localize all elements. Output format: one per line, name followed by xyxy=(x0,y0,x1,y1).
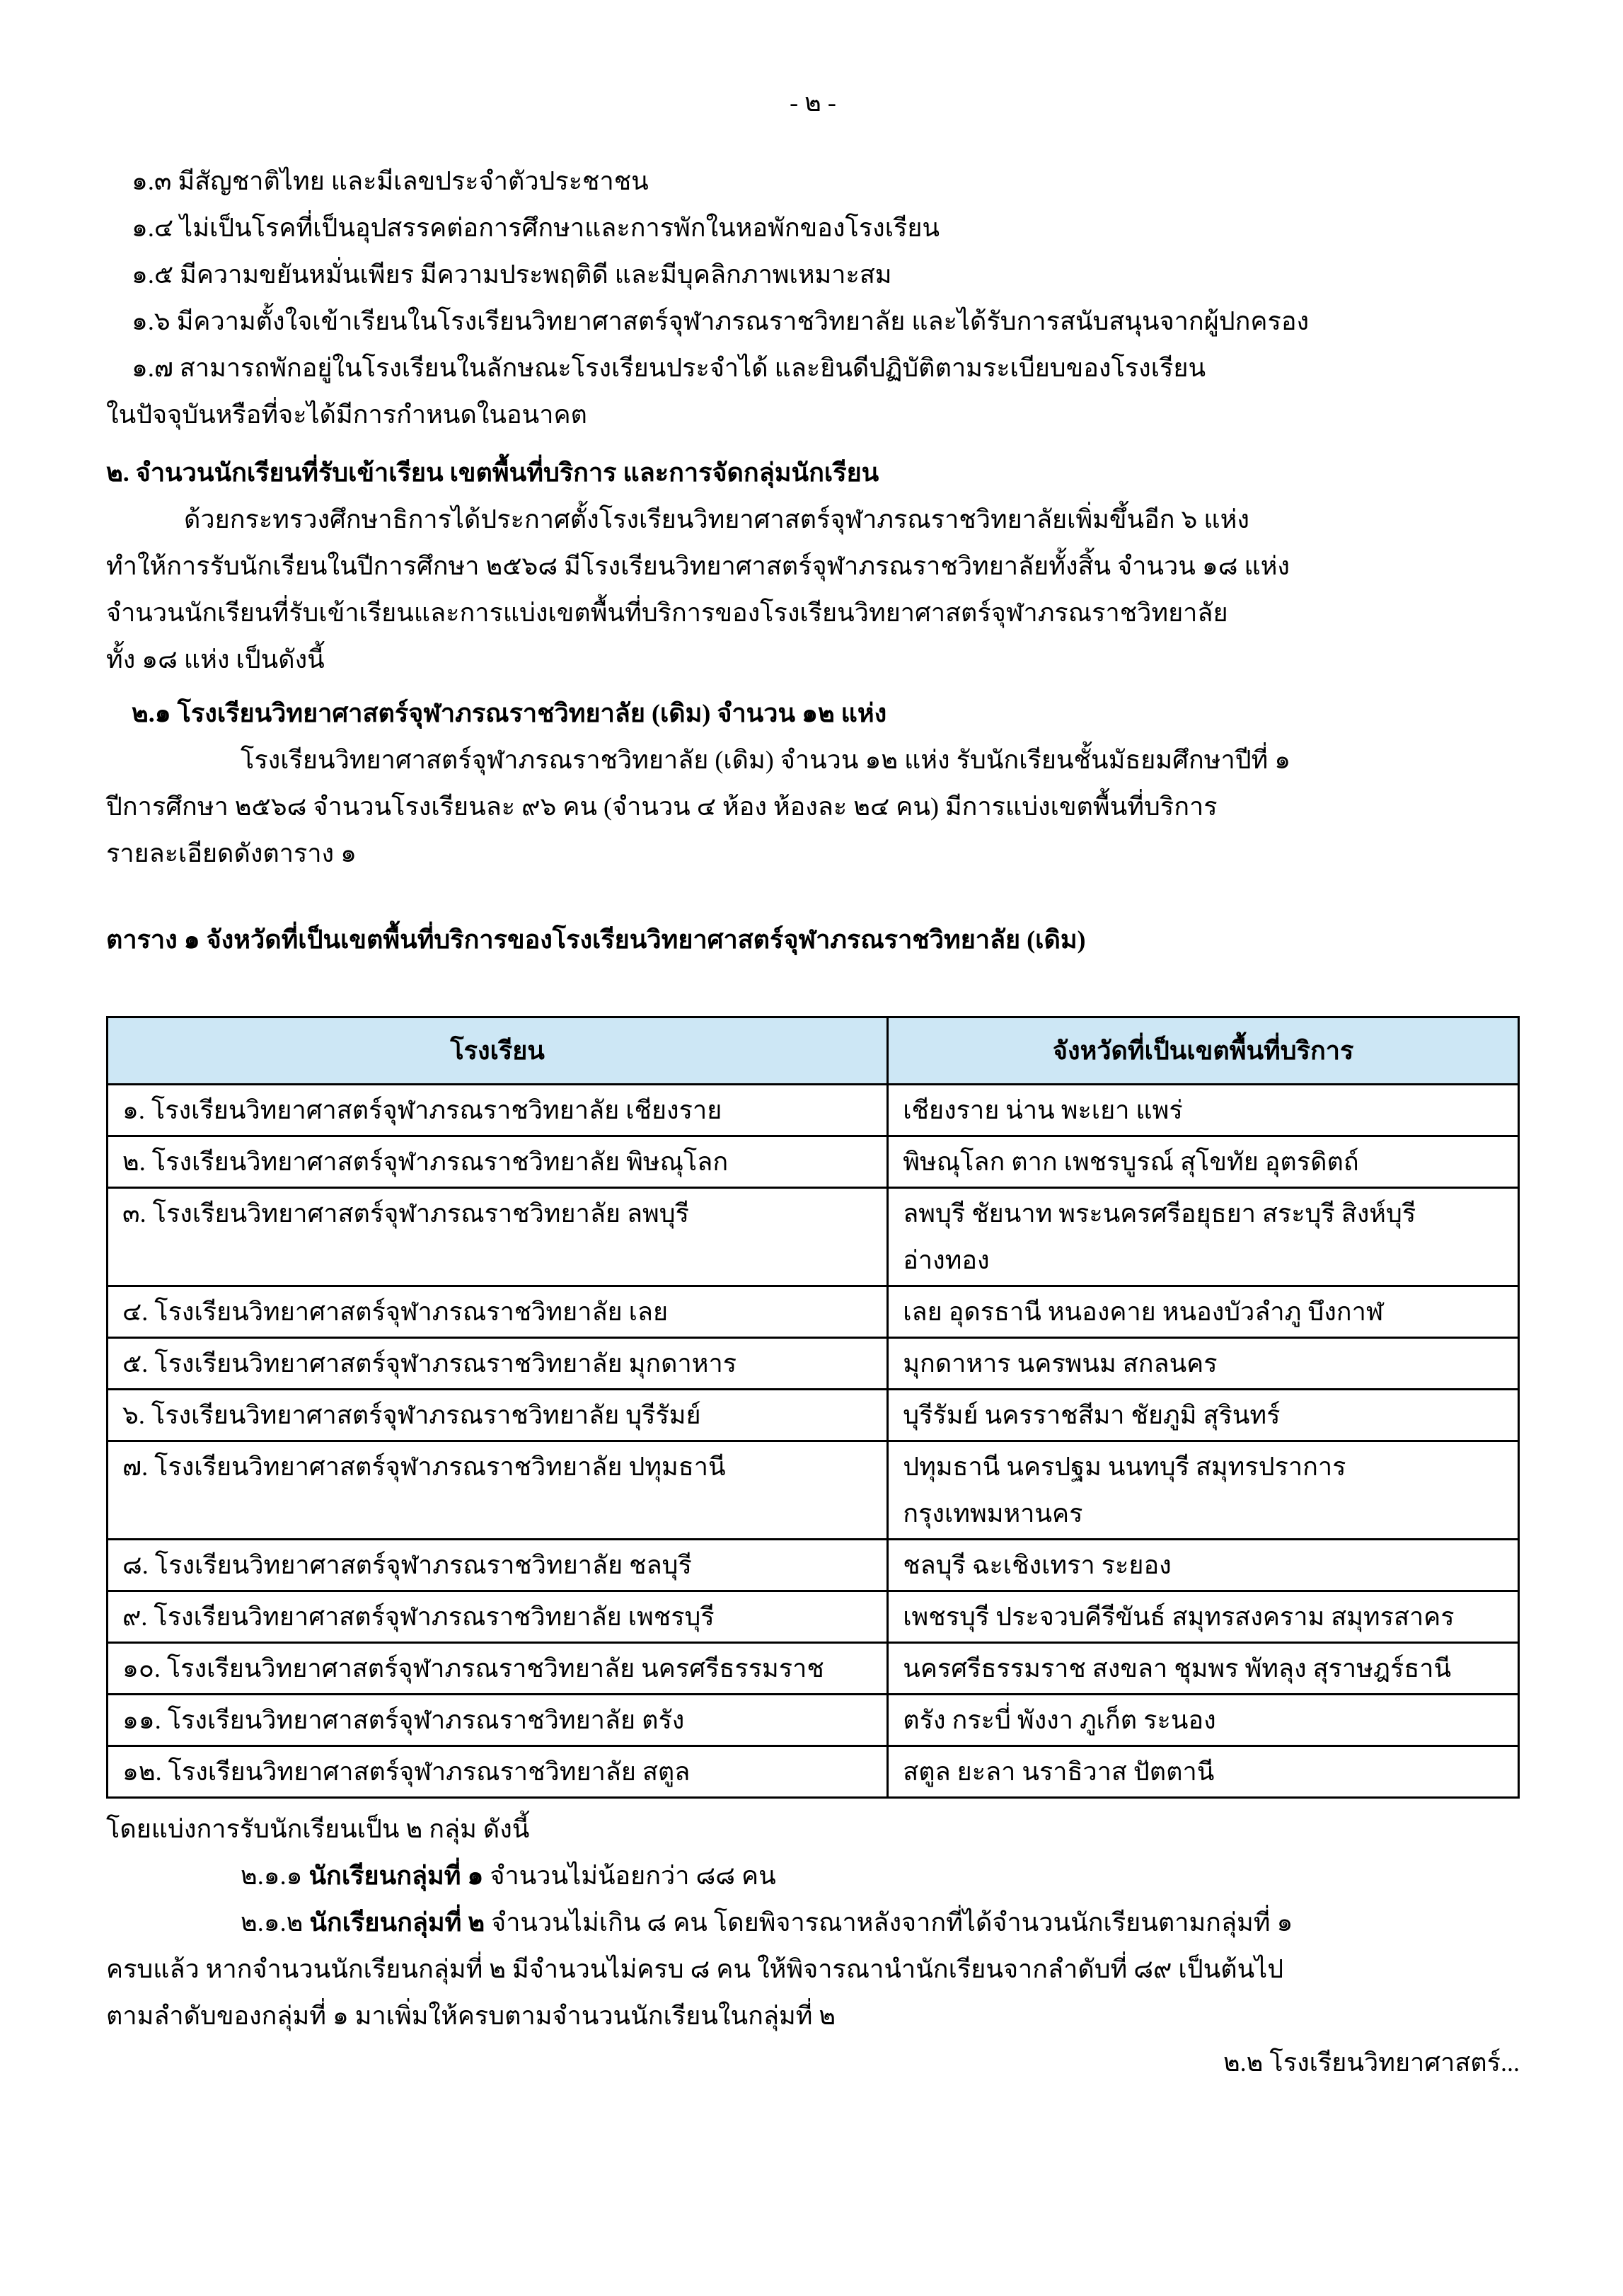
group-item-number: ๒.๑.๒ xyxy=(241,1908,310,1937)
table-1-caption: ตาราง ๑ จังหวัดที่เป็นเขตพื้นที่บริการของโรงเรียนวิทยาศาสตร์จุฬาภรณราชวิทยาลัย (เดิม) xyxy=(106,925,1086,954)
item-number: ๑.๓ xyxy=(132,167,172,195)
table-row xyxy=(108,1540,1519,1591)
provinces-cell: ตรัง กระบี่ พังงา ภูเก็ต ระนอง xyxy=(888,1695,1519,1746)
column-header-provinces: จังหวัดที่เป็นเขตพื้นที่บริการ xyxy=(888,1017,1519,1085)
group-item-label: นักเรียนกลุ่มที่ ๑ xyxy=(308,1862,484,1890)
list-item-1-3 xyxy=(106,158,1520,204)
item-text: สามารถพักอยู่ในโรงเรียนในลักษณะโรงเรียนประจำได้ และยินดีปฏิบัติตามระเบียบของโรงเรียน xyxy=(179,354,1206,382)
group-item-label: นักเรียนกลุ่มที่ ๒ xyxy=(309,1908,485,1937)
list-item-1-5 xyxy=(106,251,1520,298)
item-number: ๑.๗ xyxy=(132,354,173,382)
section-2-paragraph-line-2: ทำให้การรับนักเรียนในปีการศึกษา ๒๕๖๘ มีโรงเรียนวิทยาศาสตร์จุฬาภรณราชวิทยาลัยทั้งสิ้น จำนวน ๑๘ แห่ง xyxy=(106,552,1290,580)
table-row xyxy=(108,1643,1519,1695)
school-cell: ๑๐. โรงเรียนวิทยาศาสตร์จุฬาภรณราชวิทยาลัย นครศรีธรรมราช xyxy=(108,1643,888,1695)
school-cell: ๒. โรงเรียนวิทยาศาสตร์จุฬาภรณราชวิทยาลัย พิษณุโลก xyxy=(108,1136,888,1188)
provinces-cell: พิษณุโลก ตาก เพชรบูรณ์ สุโขทัย อุตรดิตถ์ xyxy=(888,1136,1519,1188)
service-area-table xyxy=(106,1016,1520,1799)
table-row xyxy=(108,1338,1519,1390)
section-2-1-paragraph-line-1: โรงเรียนวิทยาศาสตร์จุฬาภรณราชวิทยาลัย (เดิม) จำนวน ๑๒ แห่ง รับนักเรียนชั้นมัธยมศึกษาปีที่ ๑ xyxy=(241,746,1291,774)
section-2-paragraph-line-1: ด้วยกระทรวงศึกษาธิการได้ประกาศตั้งโรงเรียนวิทยาศาสตร์จุฬาภรณราชวิทยาลัยเพิ่มขึ้นอีก ๖ แห่ง xyxy=(184,505,1249,533)
item-text: มีความตั้งใจเข้าเรียนในโรงเรียนวิทยาศาสตร์จุฬาภรณราชวิทยาลัย และได้รับการสนับสนุนจากผู้ปกครอง xyxy=(176,307,1310,335)
provinces-cell: ชลบุรี ฉะเชิงเทรา ระยอง xyxy=(888,1540,1519,1591)
section-2-1-heading: ๒.๑ โรงเรียนวิทยาศาสตร์จุฬาภรณราชวิทยาลัย (เดิม) จำนวน ๑๒ แห่ง xyxy=(132,699,887,727)
grouping-item-2-1-2-continuation-1: ครบแล้ว หากจำนวนนักเรียนกลุ่มที่ ๒ มีจำนวนไม่ครบ ๘ คน ให้พิจารณานำนักเรียนจากลำดับที่ ๘๙ เป็นต้นไป xyxy=(106,1955,1284,1983)
provinces-cell: สตูล ยะลา นราธิวาส ปัตตานี xyxy=(888,1746,1519,1798)
school-cell: ๔. โรงเรียนวิทยาศาสตร์จุฬาภรณราชวิทยาลัย เลย xyxy=(108,1286,888,1338)
school-cell: ๕. โรงเรียนวิทยาศาสตร์จุฬาภรณราชวิทยาลัย มุกดาหาร xyxy=(108,1338,888,1390)
page-number: - ๒ - xyxy=(790,88,836,117)
school-cell: ๓. โรงเรียนวิทยาศาสตร์จุฬาภรณราชวิทยาลัย ลพบุรี xyxy=(108,1188,888,1286)
column-header-school: โรงเรียน xyxy=(108,1017,888,1085)
table-row xyxy=(108,1085,1519,1136)
school-cell: ๘. โรงเรียนวิทยาศาสตร์จุฬาภรณราชวิทยาลัย ชลบุรี xyxy=(108,1540,888,1591)
item-number: ๑.๖ xyxy=(132,307,171,335)
grouping-item-2-1-2 xyxy=(106,1899,1520,1946)
grouping-item-2-1-2-continuation-2: ตามลำดับของกลุ่มที่ ๑ มาเพิ่มให้ครบตามจำนวนนักเรียนในกลุ่มที่ ๒ xyxy=(106,2002,836,2030)
section-2-heading: ๒. จำนวนนักเรียนที่รับเข้าเรียน เขตพื้นที่บริการ และการจัดกลุ่มนักเรียน xyxy=(106,458,879,487)
school-cell: ๑. โรงเรียนวิทยาศาสตร์จุฬาภรณราชวิทยาลัย เชียงราย xyxy=(108,1085,888,1136)
item-text: มีสัญชาติไทย และมีเลขประจำตัวประชาชน xyxy=(178,167,649,195)
school-cell: ๗. โรงเรียนวิทยาศาสตร์จุฬาภรณราชวิทยาลัย ปทุมธานี xyxy=(108,1441,888,1540)
section-2-paragraph-line-4: ทั้ง ๑๘ แห่ง เป็นดังนี้ xyxy=(106,645,325,674)
list-item-1-4 xyxy=(106,204,1520,251)
list-item-1-6 xyxy=(106,298,1520,345)
table-row xyxy=(108,1591,1519,1643)
table-row xyxy=(108,1695,1519,1746)
provinces-cell: เชียงราย น่าน พะเยา แพร่ xyxy=(888,1085,1519,1136)
group-item-text: จำนวนไม่เกิน ๘ คน โดยพิจารณาหลังจากที่ได้จำนวนนักเรียนตามกลุ่มที่ ๑ xyxy=(485,1908,1293,1937)
provinces-cell: ปทุมธานี นครปฐม นนทบุรี สมุทรปราการ กรุงเทพมหานคร xyxy=(888,1441,1519,1540)
table-row xyxy=(108,1136,1519,1188)
table-row xyxy=(108,1286,1519,1338)
table-row xyxy=(108,1390,1519,1441)
table-header-row xyxy=(108,1017,1519,1085)
table-row xyxy=(108,1188,1519,1286)
table-row xyxy=(108,1441,1519,1540)
grouping-intro: โดยแบ่งการรับนักเรียนเป็น ๒ กลุ่ม ดังนี้ xyxy=(106,1815,530,1843)
item-number: ๑.๕ xyxy=(132,260,174,289)
table-row xyxy=(108,1746,1519,1798)
school-cell: ๙. โรงเรียนวิทยาศาสตร์จุฬาภรณราชวิทยาลัย เพชรบุรี xyxy=(108,1591,888,1643)
section-2-1-paragraph-line-3: รายละเอียดดังตาราง ๑ xyxy=(106,839,357,867)
group-item-number: ๒.๑.๑ xyxy=(241,1862,309,1890)
provinces-cell: บุรีรัมย์ นครราชสีมา ชัยภูมิ สุรินทร์ xyxy=(888,1390,1519,1441)
item-text: มีความขยันหมั่นเพียร มีความประพฤติดี และมีบุคลิกภาพเหมาะสม xyxy=(180,260,892,289)
section-2-paragraph-line-3: จำนวนนักเรียนที่รับเข้าเรียนและการแบ่งเขตพื้นที่บริการของโรงเรียนวิทยาศาสตร์จุฬาภรณราชวิทยาลัย xyxy=(106,599,1228,627)
provinces-cell: ลพบุรี ชัยนาท พระนครศรีอยุธยา สระบุรี สิงห์บุรี อ่างทอง xyxy=(888,1188,1519,1286)
school-cell: ๑๑. โรงเรียนวิทยาศาสตร์จุฬาภรณราชวิทยาลัย ตรัง xyxy=(108,1695,888,1746)
provinces-cell: เพชรบุรี ประจวบคีรีขันธ์ สมุทรสงคราม สมุทรสาคร xyxy=(888,1591,1519,1643)
school-cell: ๖. โรงเรียนวิทยาศาสตร์จุฬาภรณราชวิทยาลัย บุรีรัมย์ xyxy=(108,1390,888,1441)
item-text: ไม่เป็นโรคที่เป็นอุปสรรคต่อการศึกษาและการพักในหอพักของโรงเรียน xyxy=(180,214,940,242)
provinces-cell: นครศรีธรรมราช สงขลา ชุมพร พัทลุง สุราษฎร์ธานี xyxy=(888,1643,1519,1695)
grouping-item-2-1-1 xyxy=(106,1852,1520,1899)
provinces-cell: มุกดาหาร นครพนม สกลนคร xyxy=(888,1338,1519,1390)
section-2-1-paragraph-line-2: ปีการศึกษา ๒๕๖๘ จำนวนโรงเรียนละ ๙๖ คน (จำนวน ๔ ห้อง ห้องละ ๒๔ คน) มีการแบ่งเขตพื้นที่บริการ xyxy=(106,792,1218,821)
item-number: ๑.๔ xyxy=(132,214,174,242)
school-cell: ๑๒. โรงเรียนวิทยาศาสตร์จุฬาภรณราชวิทยาลัย สตูล xyxy=(108,1746,888,1798)
list-item-1-7 xyxy=(106,345,1520,391)
provinces-cell: เลย อุดรธานี หนองคาย หนองบัวลำภู บึงกาฬ xyxy=(888,1286,1519,1338)
next-section-catchword: ๒.๒ โรงเรียนวิทยาศาสตร์... xyxy=(1223,2048,1520,2077)
group-item-text: จำนวนไม่น้อยกว่า ๘๘ คน xyxy=(483,1862,776,1890)
list-item-1-7-continuation: ในปัจจุบันหรือที่จะได้มีการกำหนดในอนาคต xyxy=(106,400,587,429)
